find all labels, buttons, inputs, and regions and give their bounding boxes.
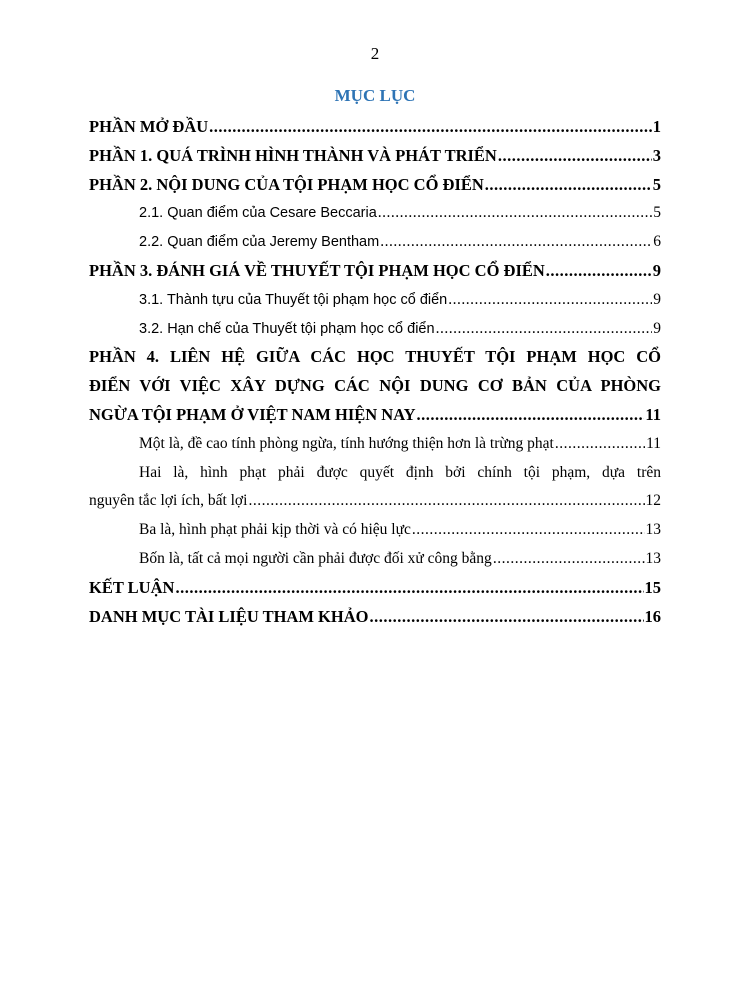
toc-title: MỤC LỤC (334, 86, 416, 105)
dot-leader (380, 228, 652, 257)
toc-page-number: 13 (645, 549, 661, 567)
toc-entry-text: Bốn là, tất cả mọi người cần phải được đối xử công bằng (139, 549, 492, 567)
toc-entry-text-line-1: Hai là, hình phạt phải được quyết định bởi chính tội phạm, dựa trên (139, 463, 661, 481)
toc-entry-2-2[interactable] (89, 228, 661, 257)
toc-page-number: 11 (646, 434, 661, 452)
toc-page-number: 11 (645, 404, 661, 424)
dot-leader (546, 257, 652, 286)
toc-entry-conclusion[interactable] (89, 574, 661, 603)
toc-entry-text: NGỪA TỘI PHẠM Ở VIỆT NAM HIỆN NAY (89, 404, 416, 424)
toc-entry-4-a[interactable] (89, 430, 661, 459)
toc-entry-3-1[interactable] (89, 286, 661, 315)
toc-entry-text: PHẦN MỞ ĐẦU (89, 117, 209, 136)
toc-page-number: 6 (653, 233, 661, 251)
toc-entry-text: 2.2. Quan điểm của Jeremy Bentham (139, 234, 380, 251)
dot-leader (175, 574, 643, 603)
toc-entry-text: PHẦN 1. QUÁ TRÌNH HÌNH THÀNH VÀ PHÁT TRIỂN (89, 145, 497, 165)
toc-entry-text: 2.1. Quan điểm của Cesare Beccaria (139, 205, 377, 222)
toc-entry-text: DANH MỤC TÀI LIỆU THAM KHẢO (89, 606, 369, 626)
toc-entry-4-d[interactable] (89, 545, 661, 574)
dot-leader (436, 315, 653, 344)
toc-page-number: 9 (652, 260, 661, 280)
toc-entry-text: 3.2. Hạn chế của Thuyết tội phạm học cổ điển (139, 320, 435, 337)
toc-entry-text: PHẦN 2. NỘI DUNG CỦA TỘI PHẠM HỌC CỔ ĐIỂN (89, 174, 484, 194)
toc-entry-2-1[interactable] (89, 199, 661, 228)
dot-leader (369, 603, 643, 632)
toc-page-number: 12 (645, 492, 661, 510)
dot-leader (248, 487, 644, 516)
toc-page-number: 15 (644, 577, 661, 597)
toc-entry-text: Một là, đề cao tính phòng ngừa, tính hướng thiện hơn là trừng phạt (139, 434, 554, 452)
toc-entry-4-c[interactable] (89, 516, 661, 545)
toc-entry-intro[interactable] (89, 113, 661, 142)
toc-entry-part-4[interactable] (89, 343, 661, 429)
dot-leader (485, 171, 652, 200)
toc-page-number: 16 (644, 606, 661, 626)
toc-entry-part-3[interactable] (89, 257, 661, 286)
dot-leader (498, 142, 652, 171)
dot-leader (378, 199, 652, 228)
toc-entry-text: KẾT LUẬN (89, 577, 175, 597)
toc-entry-last-line (89, 401, 661, 430)
toc-entry-3-2[interactable] (89, 315, 661, 344)
toc-page-number: 9 (653, 290, 661, 308)
toc-entry-part-1[interactable] (89, 142, 661, 171)
table-of-contents (89, 113, 661, 631)
toc-entry-part-2[interactable] (89, 171, 661, 200)
toc-entry-text: 3.1. Thành tựu của Thuyết tội phạm học cổ điển (139, 291, 448, 308)
toc-entry-text: Ba là, hình phạt phải kịp thời và có hiệu lực (139, 521, 411, 539)
toc-entry-references[interactable] (89, 603, 661, 632)
dot-leader (417, 401, 645, 430)
dot-leader (448, 286, 652, 315)
dot-leader (555, 430, 645, 459)
toc-page-number: 13 (645, 521, 661, 539)
dot-leader (209, 113, 652, 142)
toc-page-number: 5 (652, 174, 661, 194)
toc-page-number: 3 (652, 145, 661, 165)
toc-entry-text: PHẦN 3. ĐÁNH GIÁ VỀ THUYẾT TỘI PHẠM HỌC CỔ ĐIỂN (89, 260, 545, 280)
toc-entry-4-b[interactable] (89, 459, 661, 517)
toc-page-number: 5 (653, 204, 661, 222)
toc-entry-last-line (89, 487, 661, 516)
toc-entry-text-line-1: PHẦN 4. LIÊN HỆ GIỮA CÁC HỌC THUYẾT TỘI PHẠM HỌC CỔ (89, 347, 661, 367)
toc-page-number: 1 (652, 117, 661, 136)
toc-entry-text: nguyên tắc lợi ích, bất lợi (89, 492, 248, 510)
toc-entry-text-line-2: ĐIỂN VỚI VIỆC XÂY DỰNG CÁC NỘI DUNG CƠ BẢN CỦA PHÒNG (89, 376, 661, 396)
toc-page-number: 9 (653, 319, 661, 337)
dot-leader (493, 545, 645, 574)
dot-leader (412, 516, 645, 545)
page-number: 2 (370, 44, 380, 63)
